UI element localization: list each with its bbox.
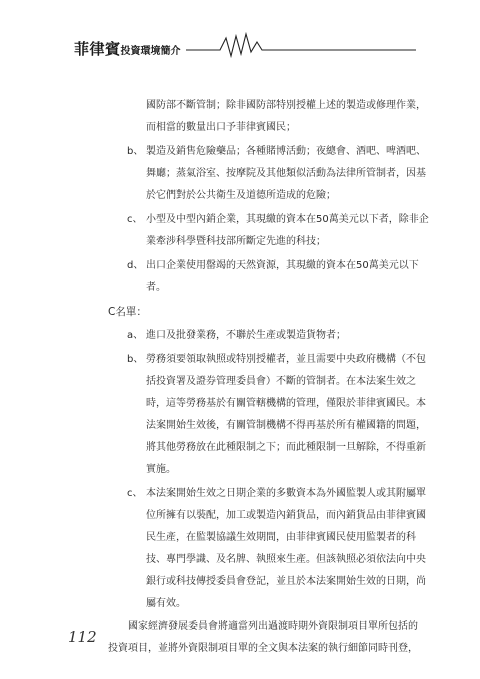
paragraph-line: 而相當的數量出口予菲律賓國民； xyxy=(146,122,296,133)
paragraph-line: 國家經濟發展委員會將適當列出過渡時期外資限制項目單所包括的 xyxy=(128,621,418,632)
list-marker: c、 xyxy=(127,488,143,499)
list-item-line: 將其他勞務放在此種限制之下；而此種限制一旦解除，不得重新 xyxy=(146,442,426,453)
list-item-line: 出口企業使用罄竭的天然資源，其現繳的資本在50萬美元以下 xyxy=(146,260,419,271)
list-marker: b、 xyxy=(127,354,144,365)
list-item-line: 括投資署及證券管理委員會）不斷的管制者。在本法案生效之 xyxy=(146,376,416,387)
list-item-line: 實施。 xyxy=(146,464,176,475)
list-item-line: 小型及中型內銷企業，其現繳的資本在50萬美元以下者，除非企 xyxy=(146,214,429,225)
header-title xyxy=(74,38,181,59)
list-item-line: 屬有效。 xyxy=(146,598,186,609)
list-item-line: 舞廳；蒸氣浴室、按摩院及其他類似活動為法律所管制者，因基 xyxy=(146,168,426,179)
list-item-line: 技、專門學識、及名牌、執照來生產。但該執照必須依法向中央 xyxy=(146,554,426,565)
list-item-line: 民生產，在監製協議生效期間，由菲律賓國民使用監製者的科 xyxy=(146,532,416,543)
list-item-line: 製造及銷售危險藥品；各種賭博活動；夜總會、酒吧、啤酒吧、 xyxy=(146,146,426,157)
list-marker: b、 xyxy=(127,146,144,157)
section-heading: C名單： xyxy=(108,306,147,318)
list-marker: c、 xyxy=(127,214,143,225)
list-item-line: 勞務須要領取執照或特別授權者，並且需要中央政府機構（不包 xyxy=(146,354,426,365)
page-header xyxy=(0,0,480,70)
paragraph-line: 投資項目，並將外資限制項目單的全文與本法案的執行細節同時刊登， xyxy=(108,643,418,654)
list-item-line: 業牽涉科學暨科技部所斷定先進的科技； xyxy=(146,236,326,247)
list-marker: a、 xyxy=(127,330,144,341)
list-item-line: 法案開始生效後，有關管制機構不得再基於所有權國籍的問題， xyxy=(146,420,426,431)
list-item-line: 位所擁有以裝配，加工或製造內銷貨品，而內銷貨品由菲律賓國 xyxy=(146,510,426,521)
paragraph-line: 國防部不斷管制；除非國防部特別授權上述的製造或修理作業， xyxy=(146,100,426,111)
header-title-main: 菲律賓 xyxy=(74,40,121,58)
list-item-line: 進口及批發業務，不聯於生產或製造貨物者； xyxy=(146,330,346,341)
list-item-line: 於它們對於公共衛生及道德所造成的危險； xyxy=(146,190,336,201)
list-item-line: 銀行或科技傳授委員會登記，並且於本法案開始生效的日期，尚 xyxy=(146,576,426,587)
list-item-line: 本法案開始生效之日期企業的多數資本為外國監製人或其附屬單 xyxy=(146,488,426,499)
list-item-line: 者。 xyxy=(146,282,166,293)
list-item-line: 時，這等勞務基於有關管轄機構的管理，僅限於菲律賓國民。本 xyxy=(146,398,426,409)
header-title-sub: 投資環境簡介 xyxy=(120,46,181,57)
page-number: 112 xyxy=(68,628,97,646)
list-marker: d、 xyxy=(127,260,144,271)
heartbeat-line-decoration xyxy=(186,32,416,58)
